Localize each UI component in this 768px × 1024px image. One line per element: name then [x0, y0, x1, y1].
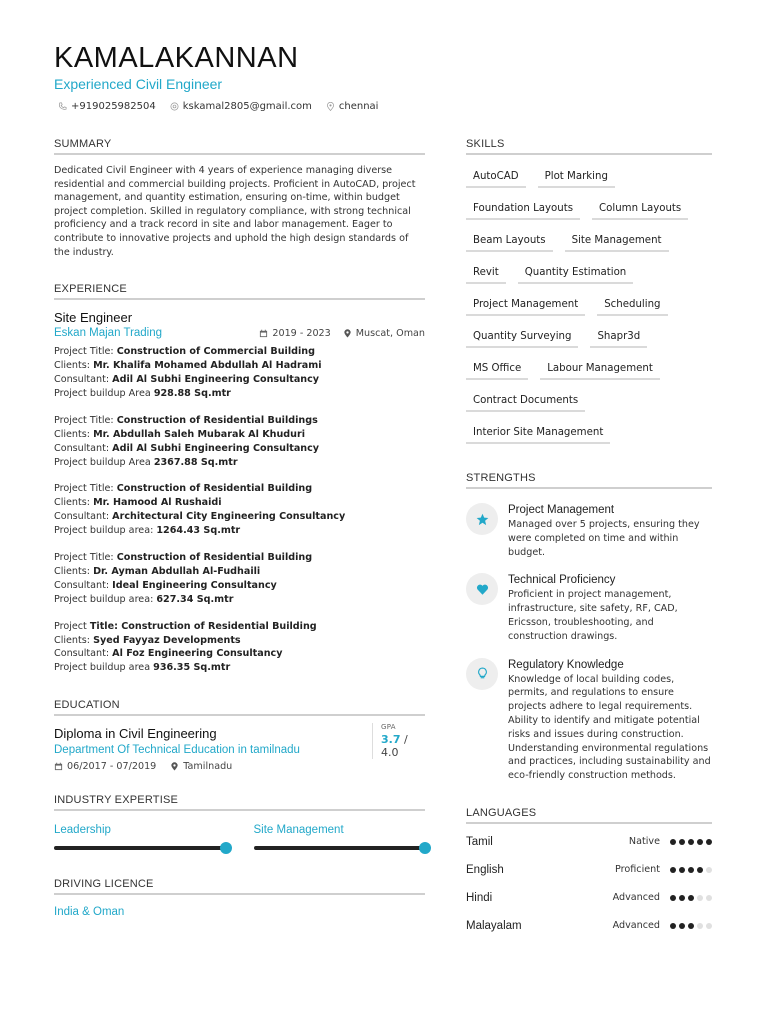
area-label: Project buildup area: [54, 525, 157, 537]
rating-dot-empty [697, 895, 703, 901]
skill-tag: Plot Marking [538, 168, 615, 188]
project-clients: Syed Fayyaz Developments [93, 634, 241, 646]
languages-heading: LANGUAGES [466, 807, 712, 824]
education-dates-text: 06/2017 - 07/2019 [67, 761, 157, 773]
left-column [54, 138, 425, 918]
gpa-score: 3.7 [381, 733, 401, 747]
clients-label: Clients: [54, 565, 94, 577]
project-clients: Dr. Ayman Abdullah Al-Fudhaili [93, 565, 261, 577]
languages-list [466, 828, 712, 940]
skill-tag: Labour Management [540, 360, 660, 380]
skills-heading: SKILLS [466, 138, 712, 155]
education-location-text: Tamilnadu [183, 761, 233, 773]
expertise-item [54, 824, 226, 850]
strength-title: Project Management [508, 504, 615, 516]
expertise-label: Leadership [54, 824, 111, 837]
summary-section [54, 138, 425, 259]
experience-heading: EXPERIENCE [54, 283, 425, 300]
skill-tag: Project Management [466, 296, 585, 316]
location-pin-icon [343, 329, 352, 338]
expertise-section [54, 794, 425, 850]
experience-section [54, 283, 425, 675]
skill-tag: Site Management [565, 232, 669, 252]
education-heading: EDUCATION [54, 699, 425, 716]
contact-email[interactable] [170, 101, 312, 112]
project-area: 1264.43 Sq.mtr [156, 525, 241, 537]
project-area: 627.34 Sq.mtr [156, 593, 234, 605]
strength-icon-badge [466, 503, 498, 535]
strength-desc: Managed over 5 projects, ensuring they were completed on time and within budget. [508, 519, 700, 558]
expertise-knob [220, 842, 232, 854]
consultant-label: Consultant: [54, 442, 113, 454]
clients-label: Clients: [54, 428, 94, 440]
strength-item [466, 573, 712, 643]
project-area: 936.35 Sq.mtr [153, 662, 231, 674]
project-title: Construction of Residential Building [116, 483, 313, 495]
languages-section [466, 807, 712, 940]
strength-icon-badge [466, 658, 498, 690]
rating-dot-filled [706, 839, 712, 845]
job-dates [259, 328, 330, 339]
at-icon [170, 102, 179, 111]
rating-dot-filled [688, 895, 694, 901]
language-level: Advanced [612, 920, 660, 932]
consultant-label: Consultant: [54, 648, 113, 660]
language-dots [670, 867, 712, 873]
licence-heading: DRIVING LICENCE [54, 878, 425, 895]
skill-tag: Shapr3d [590, 328, 647, 348]
rating-dot-filled [697, 839, 703, 845]
language-dots [670, 895, 712, 901]
project-entry [54, 414, 425, 470]
skill-tag: Scheduling [597, 296, 667, 316]
gpa-box [372, 723, 425, 759]
rating-dot-empty [706, 867, 712, 873]
rating-dot-filled [688, 923, 694, 929]
phone-text: +919025982504 [71, 101, 156, 112]
project-area: 928.88 Sq.mtr [153, 387, 231, 399]
gpa-value [381, 733, 425, 759]
language-level-group [629, 836, 712, 847]
rating-dot-filled [670, 895, 676, 901]
skill-tag: Contract Documents [466, 392, 585, 412]
project-consultant: Adil Al Subhi Engineering Consultancy [112, 373, 320, 385]
lightbulb-icon [476, 667, 489, 680]
rating-dot-empty [706, 895, 712, 901]
rating-dot-filled [670, 839, 676, 845]
project-title-label: Project Title: [54, 483, 117, 495]
project-consultant: Adil Al Subhi Engineering Consultancy [112, 442, 320, 454]
calendar-icon [54, 762, 63, 771]
strength-title: Regulatory Knowledge [508, 658, 624, 671]
skill-tag: Quantity Surveying [466, 328, 578, 348]
skill-tag: Revit [466, 264, 506, 284]
language-level: Proficient [615, 864, 660, 876]
area-label: Project buildup area [54, 662, 154, 674]
language-level: Advanced [612, 892, 660, 904]
clients-label: Clients: [54, 360, 94, 372]
job-location-text: Muscat, Oman [355, 327, 425, 339]
location-text: chennai [338, 101, 379, 112]
consultant-label: Consultant: [54, 373, 113, 385]
rating-dot-filled [679, 839, 685, 845]
language-dots [670, 839, 712, 845]
skill-tag: Column Layouts [592, 200, 688, 220]
project-entry [54, 482, 425, 538]
job-title: Site Engineer [54, 310, 133, 326]
project-consultant: Al Foz Engineering Consultancy [112, 648, 283, 660]
project-consultant: Architectural City Engineering Consultancy [112, 511, 346, 523]
rating-dot-filled [679, 867, 685, 873]
project-clients: Mr. Hamood Al Rushaidi [93, 497, 222, 509]
rating-dot-filled [679, 923, 685, 929]
email-text: kskamal2805@gmail.com [182, 101, 312, 112]
expertise-item [254, 824, 426, 850]
project-consultant: Ideal Engineering Consultancy [112, 579, 277, 591]
job-meta [259, 328, 425, 339]
language-level-group [615, 864, 712, 875]
project-clients: Mr. Khalifa Mohamed Abdullah Al Hadrami [93, 360, 322, 372]
strength-title: Technical Proficiency [508, 574, 616, 587]
skill-tag: Beam Layouts [466, 232, 553, 252]
project-title: Construction of Residential Building [116, 552, 313, 564]
strength-desc: Proficient in project management, infrastructure, site safety, RF, CAD, Ericsson, troubleshooting, and construction drawings. [508, 589, 678, 642]
language-level: Native [628, 836, 660, 848]
licence-value: India & Oman [54, 906, 125, 919]
strength-item [466, 658, 712, 783]
strengths-section [466, 472, 712, 783]
skill-tag: MS Office [466, 360, 528, 380]
language-name: Tamil [466, 835, 493, 848]
language-name: English [466, 863, 504, 876]
location-pin-icon [326, 102, 335, 111]
project-title: Title: Construction of Residential Building [89, 620, 317, 632]
rating-dot-filled [670, 923, 676, 929]
expertise-bar [54, 846, 226, 850]
consultant-label: Consultant: [54, 579, 113, 591]
project-entry [54, 620, 425, 676]
expertise-list [54, 824, 425, 850]
language-name: Hindi [466, 891, 493, 904]
expertise-knob [419, 842, 431, 854]
rating-dot-filled [670, 867, 676, 873]
project-entry [54, 345, 425, 401]
strength-item [466, 503, 712, 559]
language-row [466, 884, 712, 912]
language-level-group [613, 920, 712, 931]
licence-section [54, 878, 425, 918]
rating-dot-filled [688, 839, 694, 845]
area-label: Project buildup area: [54, 593, 157, 605]
education-dates [54, 761, 156, 772]
language-dots [670, 923, 712, 929]
expertise-bar [254, 846, 426, 850]
rating-dot-empty [697, 923, 703, 929]
phone-icon [58, 102, 67, 111]
project-title: Construction of Commercial Building [116, 346, 315, 358]
heart-icon [476, 583, 489, 596]
right-column [466, 138, 712, 940]
contact-phone[interactable] [58, 101, 156, 112]
skill-tag: Quantity Estimation [518, 264, 634, 284]
rating-dot-filled [697, 867, 703, 873]
candidate-headline: Experienced Civil Engineer [54, 76, 223, 92]
summary-text: Dedicated Civil Engineer with 4 years of experience managing diverse residential and commercial building projects. Proficient in AutoCAD, project management, and quantity estimation, ensuring on-time, within budget project completion. Skilled in regulatory compliance, with strong technical proficiency and a track record in site and labor management. Eager to contribute to innovative projects and uphold the high design standards of the industry. [54, 165, 416, 258]
calendar-icon [259, 329, 268, 338]
project-clients: Mr. Abdullah Saleh Mubarak Al Khuduri [93, 428, 306, 440]
project-area: 2367.88 Sq.mtr [153, 456, 238, 468]
project-title-label: Project Title: [54, 346, 117, 358]
clients-label: Clients: [54, 497, 94, 509]
project-entry [54, 551, 425, 607]
degree-title: Diploma in Civil Engineering [54, 726, 217, 742]
job-row [54, 327, 425, 339]
project-title-label: Project [54, 620, 90, 632]
consultant-label: Consultant: [54, 511, 113, 523]
star-icon [476, 513, 489, 526]
contact-location [326, 101, 379, 112]
expertise-heading: INDUSTRY EXPERTISE [54, 794, 425, 811]
language-row [466, 828, 712, 856]
area-label: Project buildup Area [54, 456, 154, 468]
language-row [466, 912, 712, 940]
location-pin-icon [170, 762, 179, 771]
skills-section [466, 138, 712, 444]
company-name: Eskan Majan Trading [54, 327, 163, 340]
expertise-label: Site Management [253, 824, 344, 837]
skills-list [466, 168, 712, 444]
strengths-heading: STRENGTHS [466, 472, 712, 489]
project-title-label: Project Title: [54, 552, 117, 564]
skill-tag: AutoCAD [466, 168, 526, 188]
contact-row [58, 101, 378, 112]
language-row [466, 856, 712, 884]
education-section [54, 699, 425, 772]
job-dates-text: 2019 - 2023 [272, 327, 331, 339]
school-name: Department Of Technical Education in tamilnadu [54, 744, 300, 757]
rating-dot-empty [706, 923, 712, 929]
strength-icon-badge [466, 573, 498, 605]
gpa-label: GPA [381, 723, 396, 732]
project-title: Construction of Residential Buildings [116, 414, 318, 426]
job-location [343, 328, 425, 339]
skill-tag: Interior Site Management [466, 424, 610, 444]
education-location [170, 761, 232, 772]
language-name: Malayalam [466, 919, 522, 932]
clients-label: Clients: [54, 634, 94, 646]
area-label: Project buildup Area [54, 387, 154, 399]
project-title-label: Project Title: [54, 414, 117, 426]
rating-dot-filled [679, 895, 685, 901]
gpa-max: / 4.0 [381, 733, 408, 760]
language-level-group [613, 892, 712, 903]
strength-desc: Knowledge of local building codes, permits, and regulations to ensure projects adhere to legal requirements. Ability to identify and mitigate potential risks and issues during construction. Understanding environmental regulations and practices, including sustainability and eco-friendly construction methods. [508, 673, 711, 782]
summary-heading: SUMMARY [54, 138, 425, 155]
education-meta [54, 761, 425, 772]
skill-tag: Foundation Layouts [466, 200, 580, 220]
candidate-name: KAMALAKANNAN [54, 42, 299, 74]
rating-dot-filled [688, 867, 694, 873]
